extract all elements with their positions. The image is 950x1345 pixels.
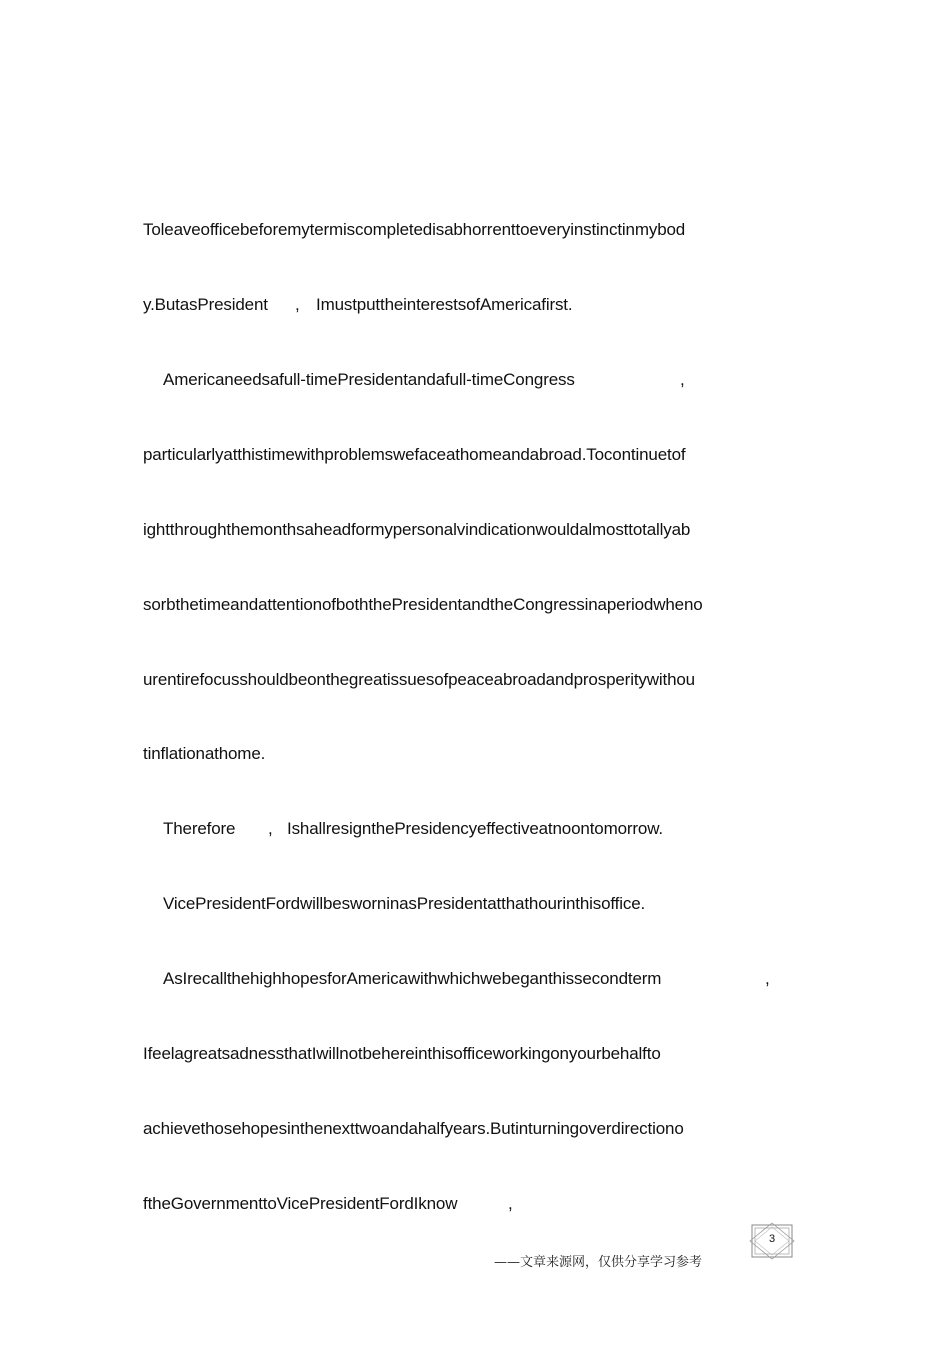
text-line: AsIrecallthehighhopesforAmericawithwhichwebeganthissecondterm [163,969,662,988]
text-line: urentirefocusshouldbeonthegreatissuesofpeaceabroadandprosperitywithou [143,670,695,689]
text-line: ftheGovernmenttoVicePresidentFordIknow [143,1194,458,1213]
text-line: achievethosehopesinthenexttwoandahalfyears.Butinturningoverdirectiono [143,1119,684,1138]
text-line: y.ButasPresident [143,295,268,314]
page-number-badge [748,1222,796,1260]
text-line: ImustputtheinterestsofAmericafirst. [316,295,573,314]
comma: , [268,819,273,838]
comma: , [765,969,770,988]
page-number: 3 [768,1233,776,1245]
text-line: Therefore [163,819,236,838]
comma: , [680,370,685,389]
comma: , [295,295,300,314]
text-line: IshallresignthePresidencyeffectiveatnoontomorrow. [287,819,663,838]
text-line: IfeelagreatsadnessthatIwillnotbehereinthisofficeworkingonyourbehalfto [143,1044,661,1063]
footer-note: ——文章来源网，仅供分享学习参考 [494,1255,703,1270]
text-line: particularlyatthistimewithproblemswefaceathomeandabroad.Tocontinuetof [143,445,686,464]
text-line: Toleaveofficebeforemytermiscompletedisabhorrenttoeveryinstinctinmybod [143,220,686,239]
text-line: tinflationathome. [143,744,266,763]
text-line: sorbthetimeandattentionofboththePresidentandtheCongressinaperiodwheno [143,595,703,614]
text-line: Americaneedsafull-timePresidentandafull-timeCongress [163,370,575,389]
text-line: VicePresidentFordwillbesworninasPresidentatthathourinthisoffice. [163,894,646,913]
text-line: ightthroughthemonthsaheadformypersonalvindicationwouldalmosttotallyab [143,520,691,539]
comma: , [508,1194,513,1213]
